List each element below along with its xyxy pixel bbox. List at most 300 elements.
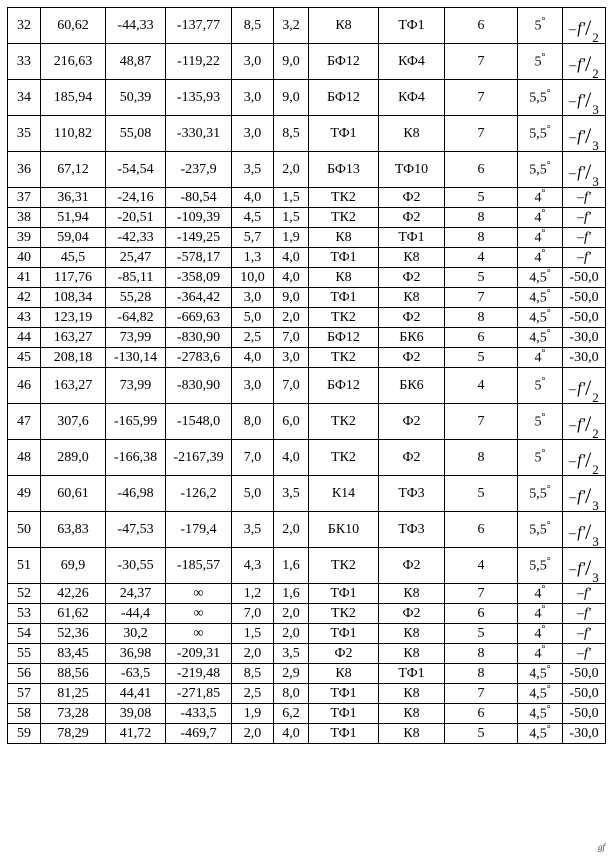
table-cell: 42 [8, 288, 41, 308]
degree-mark: ° [541, 448, 546, 460]
table-cell: 4,0 [232, 348, 274, 368]
table-cell: 45,5 [41, 248, 106, 268]
table-cell: 4,0 [274, 440, 309, 476]
table-cell: 4,5° [518, 288, 563, 308]
table-row [8, 724, 606, 744]
degree-mark: ° [541, 584, 546, 596]
formula-cell: –f'/2 [563, 44, 606, 80]
table-cell: 81,25 [41, 684, 106, 704]
table-cell: ТФ1 [309, 724, 379, 744]
table-cell: -209,31 [166, 644, 232, 664]
table-cell: -44,33 [106, 8, 166, 44]
table-cell: ТФ1 [309, 684, 379, 704]
table-cell: -42,33 [106, 228, 166, 248]
table-cell: 42,26 [41, 584, 106, 604]
table-cell: 4° [518, 228, 563, 248]
table-cell: 7 [445, 80, 518, 116]
table-cell: -237,9 [166, 152, 232, 188]
degree-mark: ° [546, 160, 551, 172]
table-cell: 37 [8, 188, 41, 208]
formula-cell: –f'/2 [563, 440, 606, 476]
table-cell: 50 [8, 512, 41, 548]
table-cell: 289,0 [41, 440, 106, 476]
table-cell: 4° [518, 624, 563, 644]
table-cell: К8 [379, 248, 445, 268]
table-cell: ТК2 [309, 188, 379, 208]
table-cell: -1548,0 [166, 404, 232, 440]
table-cell: 24,37 [106, 584, 166, 604]
table-cell: 32 [8, 8, 41, 44]
table-cell: 8 [445, 440, 518, 476]
table-cell: 69,9 [41, 548, 106, 584]
table-cell: 30,2 [106, 624, 166, 644]
table-cell: 4,5 [232, 208, 274, 228]
table-cell: 4° [518, 584, 563, 604]
table-cell: -358,09 [166, 268, 232, 288]
table-cell: 52,36 [41, 624, 106, 644]
table-cell: 8 [445, 664, 518, 684]
table-cell: 61,62 [41, 604, 106, 624]
formula-cell: –f' [563, 604, 606, 624]
table-cell: Ф2 [379, 440, 445, 476]
table-cell: 1,6 [274, 548, 309, 584]
table-cell: 5,5° [518, 548, 563, 584]
table-cell: 56 [8, 664, 41, 684]
table-cell: 5,5° [518, 152, 563, 188]
table-row [8, 188, 606, 208]
table-cell: 5 [445, 268, 518, 288]
table-cell: К8 [379, 704, 445, 724]
table-cell: ТК2 [309, 440, 379, 476]
corner-mark: gf [598, 842, 606, 852]
table-cell: 208,18 [41, 348, 106, 368]
table-cell: Ф2 [379, 308, 445, 328]
table-cell: 1,5 [274, 208, 309, 228]
table-cell: 55 [8, 644, 41, 664]
table-cell: 39,08 [106, 704, 166, 724]
table-row [8, 348, 606, 368]
table-cell: ТК2 [309, 548, 379, 584]
table-cell: 117,76 [41, 268, 106, 288]
table-cell: 4° [518, 644, 563, 664]
table-cell: 3,0 [274, 348, 309, 368]
degree-mark: ° [546, 88, 551, 100]
table-cell: -330,31 [166, 116, 232, 152]
table-cell: 5° [518, 368, 563, 404]
table-cell: КФ4 [379, 44, 445, 80]
table-cell: 63,83 [41, 512, 106, 548]
table-cell: 4,0 [274, 248, 309, 268]
table-cell: К8 [379, 644, 445, 664]
degree-mark: ° [541, 52, 546, 64]
table-cell: 2,0 [232, 644, 274, 664]
table-cell: 108,34 [41, 288, 106, 308]
table-cell: 51 [8, 548, 41, 584]
table-cell: ТК2 [309, 308, 379, 328]
table-cell: 3,0 [232, 80, 274, 116]
table-cell: 2,0 [274, 512, 309, 548]
table-cell: 4 [445, 248, 518, 268]
table-cell: 58 [8, 704, 41, 724]
table-cell: Ф2 [379, 268, 445, 288]
table-cell: 4,0 [232, 188, 274, 208]
table-cell: 33 [8, 44, 41, 80]
table-cell: 4° [518, 604, 563, 624]
table-cell: Ф2 [379, 548, 445, 584]
table-cell: 3,5 [232, 152, 274, 188]
table-cell: 47 [8, 404, 41, 440]
table-cell: К8 [379, 684, 445, 704]
table-cell: ТФ1 [379, 664, 445, 684]
degree-mark: ° [541, 624, 546, 636]
table-cell: 7,0 [274, 328, 309, 348]
table-cell: 52 [8, 584, 41, 604]
table-cell: 39 [8, 228, 41, 248]
table-cell: Ф2 [379, 348, 445, 368]
table-cell: К8 [379, 724, 445, 744]
table-cell: -578,17 [166, 248, 232, 268]
table-cell: -830,90 [166, 368, 232, 404]
formula-cell: –f' [563, 228, 606, 248]
degree-mark: ° [546, 268, 551, 280]
table-cell: 4,5° [518, 724, 563, 744]
table-cell: 59,04 [41, 228, 106, 248]
table-cell: 2,0 [274, 624, 309, 644]
table-cell: БФ12 [309, 44, 379, 80]
formula-cell: –f'/3 [563, 152, 606, 188]
formula-cell: –f' [563, 624, 606, 644]
table-cell: 123,19 [41, 308, 106, 328]
table-cell: ТФ1 [309, 584, 379, 604]
table-cell: К8 [309, 268, 379, 288]
table-cell: ТФ3 [379, 512, 445, 548]
table-cell: 4 [445, 548, 518, 584]
table-cell: 4,5° [518, 704, 563, 724]
table-cell: 163,27 [41, 328, 106, 348]
table-cell: 110,82 [41, 116, 106, 152]
table-row [8, 228, 606, 248]
table-cell: 8 [445, 644, 518, 664]
table-row [8, 8, 606, 44]
table-cell: 2,0 [274, 152, 309, 188]
table-cell: 5,5° [518, 116, 563, 152]
table-cell: 7,0 [274, 368, 309, 404]
table-cell: 4,5° [518, 664, 563, 684]
table-cell: Ф2 [379, 404, 445, 440]
table-cell: 6 [445, 704, 518, 724]
degree-mark: ° [546, 288, 551, 300]
table-cell: ТФ1 [379, 228, 445, 248]
table-cell: ТФ1 [379, 8, 445, 44]
table-cell: -44,4 [106, 604, 166, 624]
data-table [7, 7, 606, 744]
table-cell: -20,51 [106, 208, 166, 228]
table-row [8, 308, 606, 328]
table-cell: ∞ [166, 604, 232, 624]
table-cell: 2,9 [274, 664, 309, 684]
table-cell: ТФ1 [309, 116, 379, 152]
table-cell: 8,0 [274, 684, 309, 704]
degree-mark: ° [541, 248, 546, 260]
table-cell: 41,72 [106, 724, 166, 744]
table-cell: Ф2 [379, 604, 445, 624]
table-cell: 36,98 [106, 644, 166, 664]
table-cell: 3,0 [232, 288, 274, 308]
table-cell: 2,0 [274, 308, 309, 328]
table-cell: 60,62 [41, 8, 106, 44]
table-cell: 78,29 [41, 724, 106, 744]
degree-mark: ° [541, 376, 546, 388]
table-cell: 35 [8, 116, 41, 152]
table-cell: К8 [379, 116, 445, 152]
table-cell: 4 [445, 368, 518, 404]
table-cell: -2783,6 [166, 348, 232, 368]
formula-cell: –f'/3 [563, 116, 606, 152]
table-cell: ТФ1 [309, 248, 379, 268]
table-cell: БФ12 [309, 80, 379, 116]
table-cell: 1,3 [232, 248, 274, 268]
table-cell: БФ13 [309, 152, 379, 188]
table-row [8, 476, 606, 512]
table-cell: 8 [445, 308, 518, 328]
table-row [8, 44, 606, 80]
table-row [8, 644, 606, 664]
table-cell: БФ12 [309, 368, 379, 404]
table-cell: 9,0 [274, 288, 309, 308]
table-cell: -219,48 [166, 664, 232, 684]
formula-cell: –f'/3 [563, 476, 606, 512]
table-cell: -149,25 [166, 228, 232, 248]
table-row [8, 268, 606, 288]
table-cell: -185,57 [166, 548, 232, 584]
table-cell: 5 [445, 724, 518, 744]
table-cell: 7 [445, 44, 518, 80]
table-row [8, 548, 606, 584]
table-row [8, 664, 606, 684]
degree-mark: ° [541, 644, 546, 656]
table-cell: 83,45 [41, 644, 106, 664]
table-cell: 73,28 [41, 704, 106, 724]
table-cell: -165,99 [106, 404, 166, 440]
table-cell: -50,0 [563, 704, 606, 724]
table-cell: К8 [379, 584, 445, 604]
table-cell: ∞ [166, 624, 232, 644]
table-cell: -63,5 [106, 664, 166, 684]
table-cell: -126,2 [166, 476, 232, 512]
table-cell: 4,5° [518, 268, 563, 288]
degree-mark: ° [541, 348, 546, 360]
table-cell: 3,5 [274, 644, 309, 664]
table-cell: 2,0 [232, 724, 274, 744]
table-cell: -46,98 [106, 476, 166, 512]
table-body [8, 8, 606, 744]
table-cell: -50,0 [563, 268, 606, 288]
table-cell: 6,0 [274, 404, 309, 440]
table-cell: 5,7 [232, 228, 274, 248]
table-cell: -50,0 [563, 308, 606, 328]
degree-mark: ° [541, 228, 546, 240]
table-cell: ТФ1 [309, 704, 379, 724]
table-cell: -50,0 [563, 664, 606, 684]
degree-mark: ° [546, 684, 551, 696]
table-cell: 3,0 [232, 44, 274, 80]
table-cell: Ф2 [379, 208, 445, 228]
table-cell: -50,0 [563, 288, 606, 308]
table-row [8, 604, 606, 624]
table-cell: 2,0 [274, 604, 309, 624]
table-cell: 5 [445, 476, 518, 512]
table-cell: ТК2 [309, 604, 379, 624]
formula-cell: –f' [563, 188, 606, 208]
table-cell: 5 [445, 188, 518, 208]
table-cell: 1,9 [274, 228, 309, 248]
table-cell: ТК2 [309, 348, 379, 368]
table-cell: -271,85 [166, 684, 232, 704]
table-cell: -135,93 [166, 80, 232, 116]
table-cell: 4,0 [274, 724, 309, 744]
table-row [8, 440, 606, 476]
table-cell: 6 [445, 604, 518, 624]
table-cell: 5° [518, 404, 563, 440]
table-cell: 5,0 [232, 476, 274, 512]
table-cell: -166,38 [106, 440, 166, 476]
degree-mark: ° [541, 604, 546, 616]
table-cell: К8 [379, 288, 445, 308]
table-cell: ТК2 [309, 208, 379, 228]
table-cell: -669,63 [166, 308, 232, 328]
table-cell: 3,2 [274, 8, 309, 44]
table-cell: 7 [445, 288, 518, 308]
table-cell: 4° [518, 348, 563, 368]
table-cell: 48,87 [106, 44, 166, 80]
table-row [8, 248, 606, 268]
table-cell: 36 [8, 152, 41, 188]
table-cell: ТФ1 [309, 624, 379, 644]
table-cell: Ф2 [379, 188, 445, 208]
degree-mark: ° [546, 724, 551, 736]
table-cell: 7 [445, 584, 518, 604]
table-cell: 54 [8, 624, 41, 644]
table-cell: К14 [309, 476, 379, 512]
table-cell: 10,0 [232, 268, 274, 288]
table-cell: 53 [8, 604, 41, 624]
table-cell: -30,0 [563, 724, 606, 744]
table-cell: ТК2 [309, 404, 379, 440]
formula-cell: –f' [563, 248, 606, 268]
table-cell: 7,0 [232, 440, 274, 476]
formula-cell: –f' [563, 584, 606, 604]
table-row [8, 704, 606, 724]
table-cell: -80,54 [166, 188, 232, 208]
table-cell: 55,28 [106, 288, 166, 308]
table-cell: 6 [445, 8, 518, 44]
table-cell: 7 [445, 116, 518, 152]
table-cell: 45 [8, 348, 41, 368]
table-cell: 4,5° [518, 328, 563, 348]
table-cell: 40 [8, 248, 41, 268]
table-cell: БК6 [379, 368, 445, 404]
table-cell: 4° [518, 248, 563, 268]
table-cell: БК6 [379, 328, 445, 348]
table-row [8, 584, 606, 604]
table-cell: -2167,39 [166, 440, 232, 476]
table-cell: 25,47 [106, 248, 166, 268]
table-cell: 36,31 [41, 188, 106, 208]
table-row [8, 684, 606, 704]
table-cell: 1,5 [274, 188, 309, 208]
table-cell: 7 [445, 404, 518, 440]
table-cell: 5° [518, 8, 563, 44]
table-cell: 6 [445, 328, 518, 348]
table-cell: 48 [8, 440, 41, 476]
formula-cell: –f'/3 [563, 80, 606, 116]
table-cell: ТФ1 [309, 288, 379, 308]
table-cell: 44 [8, 328, 41, 348]
table-cell: -30,0 [563, 328, 606, 348]
table-cell: 49 [8, 476, 41, 512]
table-cell: 67,12 [41, 152, 106, 188]
table-row [8, 368, 606, 404]
table-row [8, 80, 606, 116]
table-cell: -830,90 [166, 328, 232, 348]
table-cell: 4° [518, 188, 563, 208]
table-cell: -119,22 [166, 44, 232, 80]
table-cell: К8 [309, 664, 379, 684]
table-row [8, 512, 606, 548]
table-cell: -54,54 [106, 152, 166, 188]
table-cell: 5° [518, 44, 563, 80]
table-cell: 6 [445, 152, 518, 188]
formula-cell: –f'/3 [563, 512, 606, 548]
formula-cell: –f'/2 [563, 368, 606, 404]
table-cell: 8,0 [232, 404, 274, 440]
table-cell: 3,0 [232, 368, 274, 404]
table-cell: 50,39 [106, 80, 166, 116]
table-cell: Ф2 [309, 644, 379, 664]
table-cell: 44,41 [106, 684, 166, 704]
table-cell: 4,5° [518, 308, 563, 328]
formula-cell: –f'/2 [563, 8, 606, 44]
degree-mark: ° [541, 16, 546, 28]
table-cell: 3,5 [274, 476, 309, 512]
table-cell: ТФ10 [379, 152, 445, 188]
table-cell: -364,42 [166, 288, 232, 308]
table-cell: -109,39 [166, 208, 232, 228]
table-cell: К8 [309, 228, 379, 248]
table-cell: 4° [518, 208, 563, 228]
table-cell: 8 [445, 208, 518, 228]
table-cell: ТФ3 [379, 476, 445, 512]
table-cell: -50,0 [563, 684, 606, 704]
table-cell: 6,2 [274, 704, 309, 724]
table-cell: -30,0 [563, 348, 606, 368]
table-cell: -64,82 [106, 308, 166, 328]
table-cell: -24,16 [106, 188, 166, 208]
table-cell: 7,0 [232, 604, 274, 624]
table-cell: -47,53 [106, 512, 166, 548]
table-cell: 163,27 [41, 368, 106, 404]
table-cell: 57 [8, 684, 41, 704]
table-cell: 5 [445, 624, 518, 644]
table-cell: 4,5° [518, 684, 563, 704]
table-cell: -30,55 [106, 548, 166, 584]
degree-mark: ° [546, 308, 551, 320]
table-cell: 4,3 [232, 548, 274, 584]
table-cell: -137,77 [166, 8, 232, 44]
table-cell: БК10 [309, 512, 379, 548]
table-cell: 2,5 [232, 684, 274, 704]
table-row [8, 404, 606, 440]
